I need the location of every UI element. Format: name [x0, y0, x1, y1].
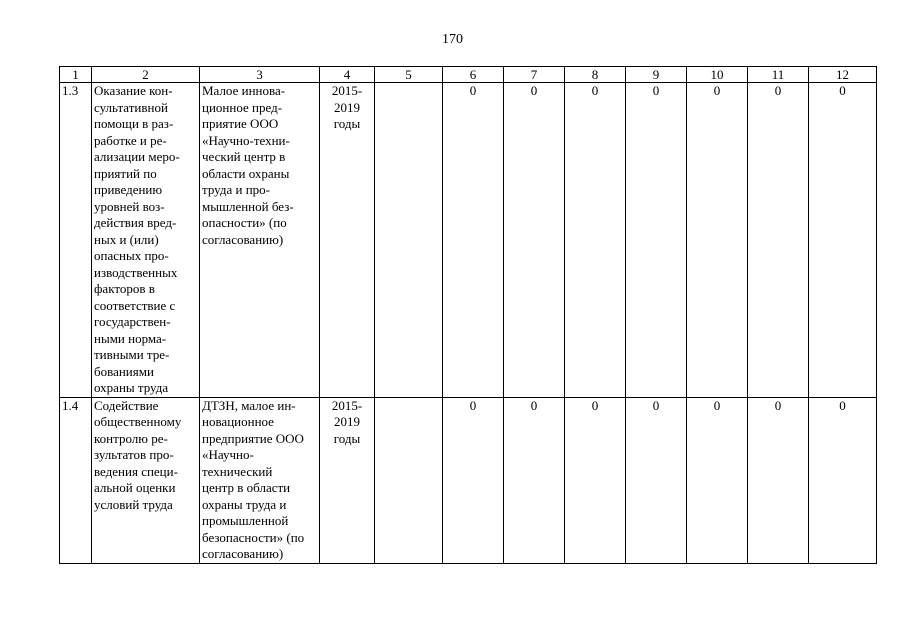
- activity-cell: Содействие общественному контролю ре- зультатов про- ведения специ- альной оценки условий труда: [92, 397, 200, 563]
- column-number-row: [60, 67, 877, 83]
- value-cell: 0: [504, 397, 565, 563]
- executor-cell: Малое иннова- ционное пред- приятие ООО «Научно-техни- ческий центр в области охраны труда и про- мышленной без- опасности» (по согласованию): [200, 83, 320, 398]
- value-cell: [375, 83, 443, 398]
- period-cell: 2015- 2019 годы: [320, 397, 375, 563]
- activity-cell: Оказание кон- сультативной помощи в раз- работке и ре- ализации меро- приятий по приведению уровней воз- действия вред- ных и (или) опасных про- изводственных факторов в соответствие с государствен- ными норма- тивными тре- бованиями охраны труда: [92, 83, 200, 398]
- column-header: 6: [443, 67, 504, 83]
- column-header: 9: [626, 67, 687, 83]
- executor-cell: ДТЗН, малое ин- новационное предприятие ООО «Научно- технический центр в области охраны труда и промышленной безопасности» (по согласованию): [200, 397, 320, 563]
- column-header: 12: [809, 67, 877, 83]
- value-cell: 0: [748, 83, 809, 398]
- value-cell: 0: [687, 83, 748, 398]
- value-cell: 0: [809, 83, 877, 398]
- value-cell: 0: [687, 397, 748, 563]
- value-cell: 0: [504, 83, 565, 398]
- value-cell: 0: [443, 397, 504, 563]
- column-header: 4: [320, 67, 375, 83]
- value-cell: [375, 397, 443, 563]
- value-cell: 0: [565, 83, 626, 398]
- page-number: 170: [442, 32, 463, 47]
- value-cell: 0: [748, 397, 809, 563]
- value-cell: 0: [565, 397, 626, 563]
- value-cell: 0: [443, 83, 504, 398]
- row-number: 1.4: [60, 397, 92, 563]
- period-cell: 2015- 2019 годы: [320, 83, 375, 398]
- column-header: 7: [504, 67, 565, 83]
- column-header: 3: [200, 67, 320, 83]
- value-cell: 0: [809, 397, 877, 563]
- column-header: 8: [565, 67, 626, 83]
- table-row: [60, 83, 877, 398]
- value-cell: 0: [626, 397, 687, 563]
- column-header: 11: [748, 67, 809, 83]
- row-number: 1.3: [60, 83, 92, 398]
- value-cell: 0: [626, 83, 687, 398]
- table-row: [60, 397, 877, 563]
- program-table: [59, 66, 877, 564]
- column-header: 2: [92, 67, 200, 83]
- column-header: 5: [375, 67, 443, 83]
- column-header: 10: [687, 67, 748, 83]
- column-header: 1: [60, 67, 92, 83]
